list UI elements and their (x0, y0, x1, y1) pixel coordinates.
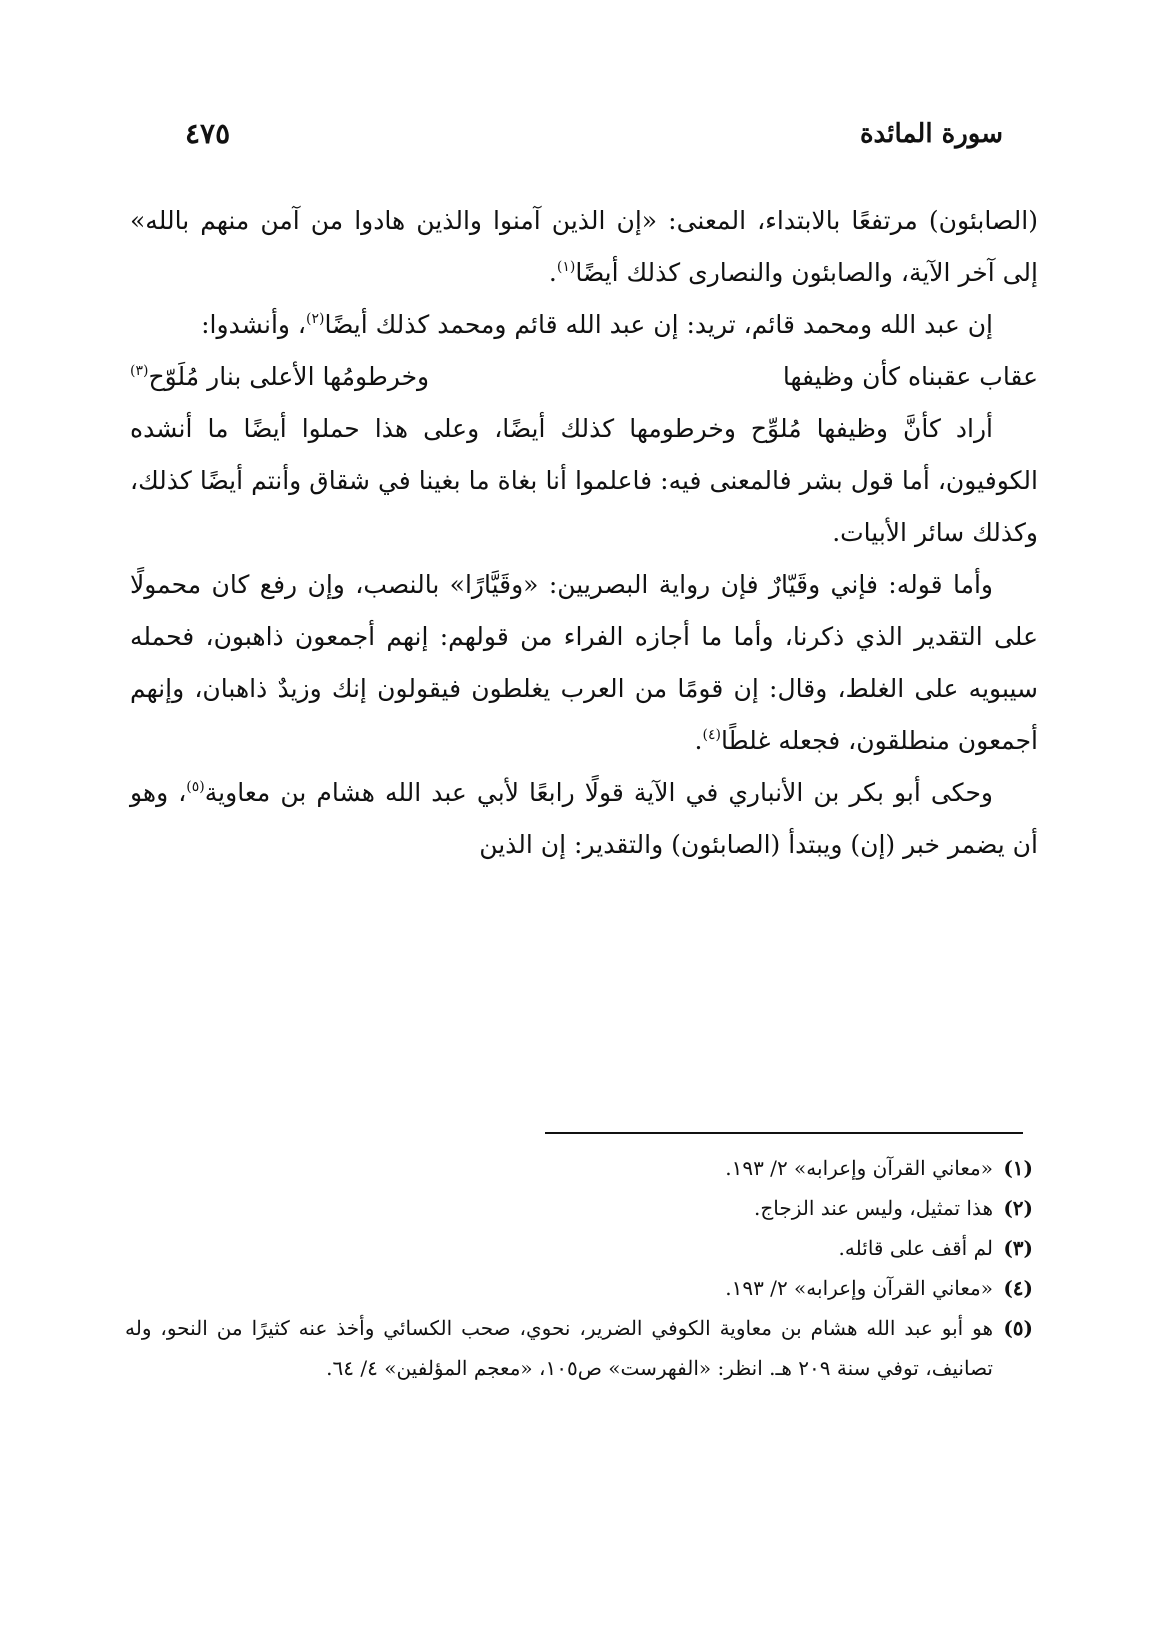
footnote-1 (125, 1148, 1033, 1188)
footnote-number: (٣) (1003, 1236, 1033, 1260)
paragraph-2 (130, 299, 1038, 351)
footnote-number: (١) (1003, 1156, 1033, 1180)
footnote-divider (545, 1132, 1023, 1134)
poem-verse (130, 351, 1038, 403)
paragraph-4-end: . (694, 726, 703, 755)
paragraph-5 (130, 767, 1038, 871)
footnote-text: هو أبو عبد الله هشام بن معاوية الكوفي الضرير، نحوي، صحب الكسائي وأخذ عنه كثيرًا من النحو، وله تصانيف، توفي سنة ٢٠٩ هـ. انظر: «الفهرست» ص١٠٥، «معجم المؤلفين» ٤/ ٦٤. (125, 1316, 993, 1380)
footnote-number: (٢) (1003, 1196, 1033, 1220)
footnote-text: لم أقف على قائله. (838, 1236, 993, 1260)
footnote-3 (125, 1228, 1033, 1268)
paragraph-3: أراد كأنَّ وظيفها مُلوِّح وخرطومها كذلك أيضًا، وعلى هذا حملوا أيضًا ما أنشده الكوفيون، أما قول بشر فالمعنى فيه: فاعلموا أنا بغاة ما بغينا في شقاق وأنتم أيضًا كذلك، وكذلك سائر الأبيات. (130, 414, 1038, 547)
footnote-ref-1: (١) (556, 259, 576, 275)
paragraph-2-text: إن عبد الله ومحمد قائم، تريد: إن عبد الله قائم ومحمد كذلك أيضًا (324, 310, 993, 339)
footnote-2 (125, 1188, 1033, 1228)
footnote-4 (125, 1268, 1033, 1308)
page-number: ٤٧٥ (185, 117, 231, 150)
running-title: سورة المائدة (859, 119, 1003, 149)
footnote-ref-4: (٤) (702, 727, 721, 743)
footnote-5 (125, 1308, 1033, 1388)
main-text (130, 195, 1038, 871)
paragraph-5-end: ، وهو أن يضمر خبر (إن) ويبتدأ (الصابئون) والتقدير: إن الذين (130, 778, 1038, 859)
poem-second-hemistich (130, 351, 429, 403)
paragraph-5-text: وحكى أبو بكر بن الأنباري في الآية قولًا رابعًا لأبي عبد الله هشام بن معاوية (204, 778, 994, 807)
paragraph-4-text: وأما قوله: فإني وقَيّارٌ فإن رواية البصريين: «وقَيَّارًا» بالنصب، وإن رفع كان محمولًا على التقدير الذي ذكرنا، وأما ما أجازه الفراء من قولهم: إنهم أجمعون ذاهبون، فحمله سيبويه على الغلط، وقال: إن قومًا من العرب يغلطون فيقولون إنك وزيدٌ ذاهبان، وإنهم أجمعون منطلقون، فجعله غلطًا (130, 570, 1038, 755)
page-header (185, 112, 1003, 162)
footnote-number: (٥) (1003, 1316, 1033, 1340)
paragraph-1 (130, 195, 1038, 299)
footnote-number: (٤) (1003, 1276, 1033, 1300)
footnote-ref-2: (٢) (305, 311, 325, 327)
poem-first-hemistich: عقاب عقبناه كأن وظيفها (782, 362, 1038, 391)
footnote-text: «معاني القرآن وإعرابه» ٢/ ١٩٣. (725, 1156, 993, 1180)
paragraph-2-end: ، وأنشدوا: (201, 310, 306, 339)
paragraph-1-text: (الصابئون) مرتفعًا بالابتداء، المعنى: «إن الذين آمنوا والذين هادوا من آمن منهم بالله» إلى آخر الآية، والصابئون والنصارى كذلك أيضًا (130, 206, 1038, 287)
paragraph-4 (130, 559, 1038, 767)
footnote-ref-3: (٣) (130, 363, 149, 379)
footnotes (125, 1148, 1033, 1388)
footnote-text: «معاني القرآن وإعرابه» ٢/ ١٩٣. (725, 1276, 993, 1300)
poem-second-hemistich-text: وخرطومُها الأعلى بنار مُلَوّح (148, 362, 430, 391)
footnote-ref-5: (٥) (186, 779, 205, 795)
footnote-text: هذا تمثيل، وليس عند الزجاج. (754, 1196, 993, 1220)
paragraph-1-end: . (548, 258, 557, 287)
